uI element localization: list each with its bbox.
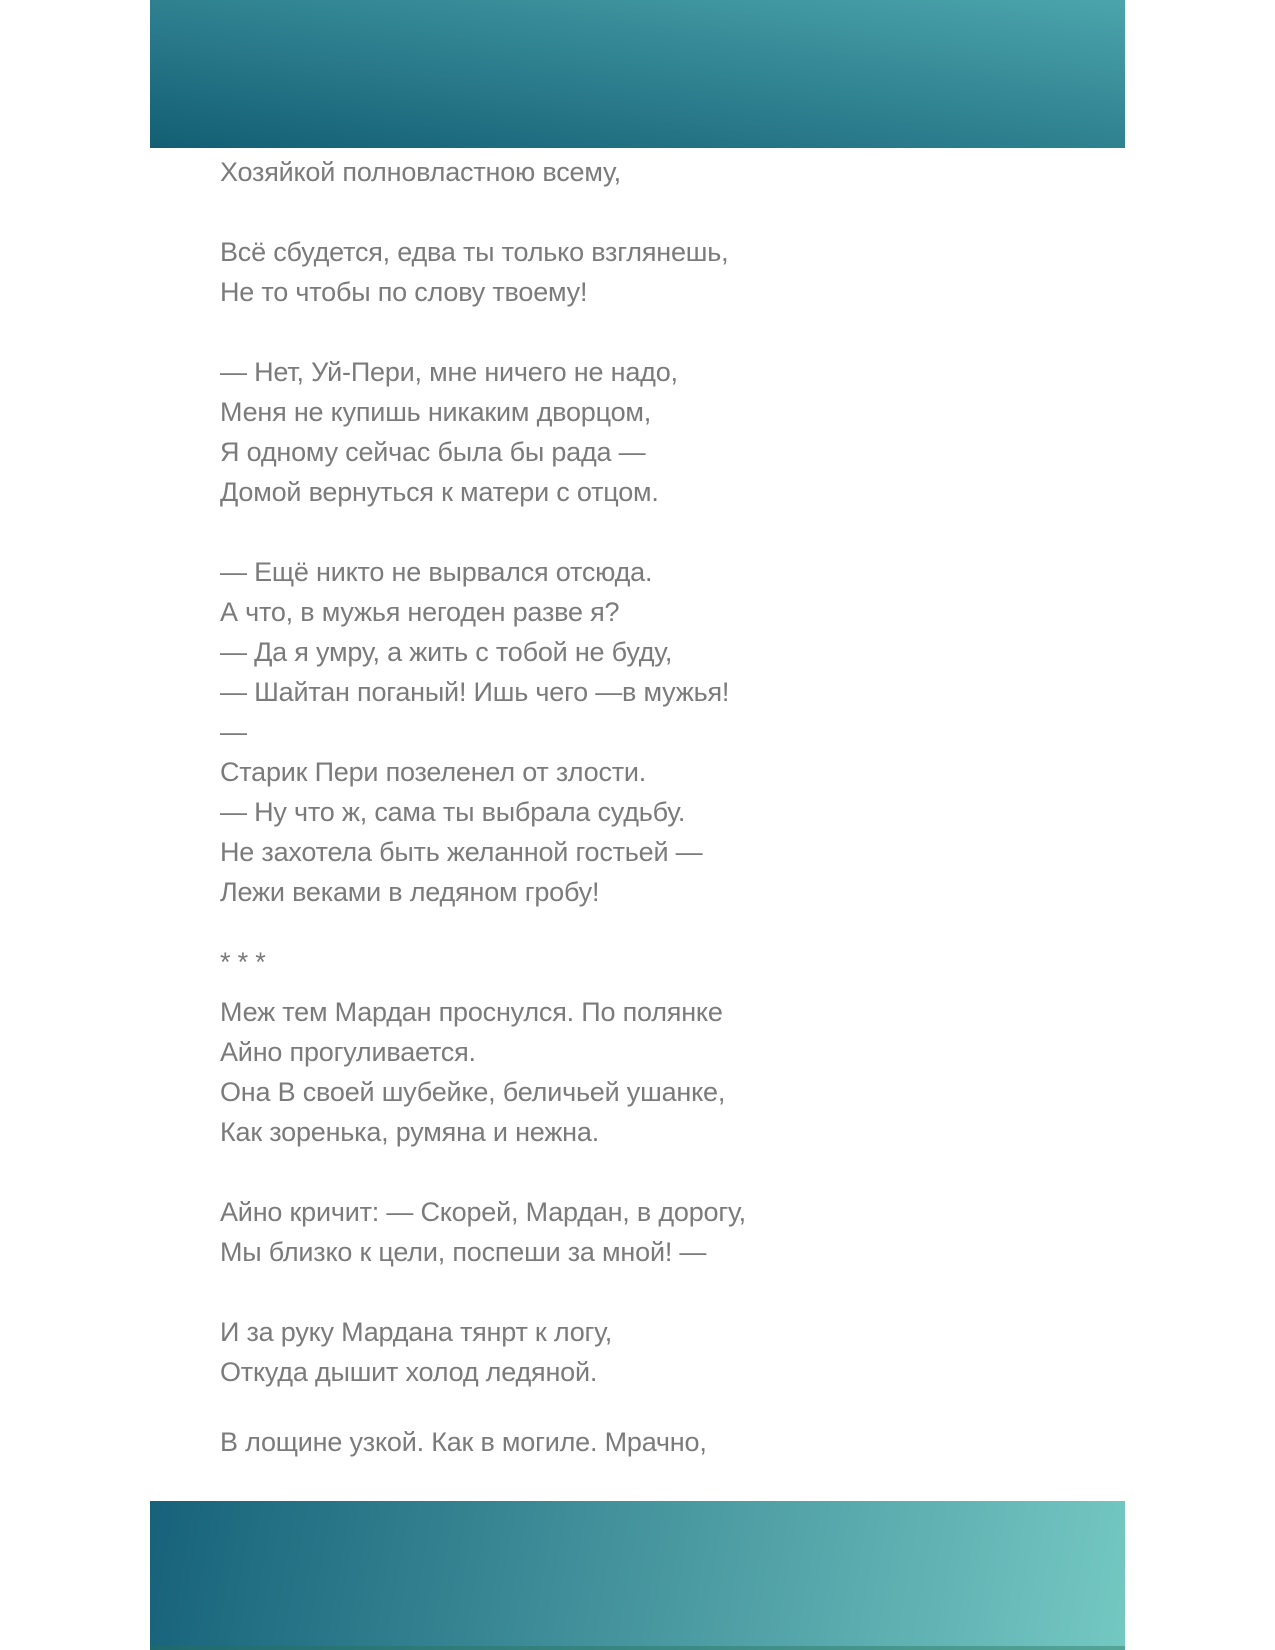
poem-line: В лощине узкой. Как в могиле. Мрачно, [220,1427,707,1457]
poem-line: Хозяйкой полновластною всему, [220,157,621,187]
header-gradient-band [150,0,1125,148]
poem-line: Я одному сейчас была бы рада — [220,437,646,467]
stanza [220,1312,980,1392]
poem-line: И за руку Мардана тянрт к логу, [220,1317,613,1347]
poem-line: — Шайтан поганый! Ишь чего —в мужья! [220,677,730,707]
stanza [220,1192,980,1272]
poem-line: Всё сбудется, едва ты только взглянешь, [220,237,729,267]
stanza [220,232,980,312]
stanza [220,552,980,912]
stanza [220,992,980,1152]
stanza [220,352,980,512]
poem-line: — Ну что ж, сама ты выбрала судьбу. [220,797,686,827]
poem-line: Лежи веками в ледяном гробу! [220,877,600,907]
poem-line: — Ещё никто не вырвался отсюда. [220,557,653,587]
stanza-separator [220,942,980,982]
poem-line: Откуда дышит холод ледяной. [220,1357,598,1387]
poem-line: — Да я умру, а жить с тобой не буду, [220,637,673,667]
poem-line: Не захотела быть желанной гостьей — [220,837,703,867]
poem-line: Айно кричит: — Скорей, Мардан, в дорогу, [220,1197,746,1227]
poem-line: Не то чтобы по слову твоему! [220,277,588,307]
poem-line: Как зоренька, румяна и нежна. [220,1117,600,1147]
footer-gradient-band [150,1501,1125,1650]
poem-line: Мы близко к цели, поспеши за мной! — [220,1237,707,1267]
poem-line: Меж тем Мардан проснулся. По полянке [220,997,723,1027]
poem-line: — [220,717,247,747]
poem-line: — Нет, Уй-Пери, мне ничего не надо, [220,357,678,387]
poem-body [220,152,980,1462]
poem-line: Старик Пери позеленел от злости. [220,757,647,787]
stanza [220,152,980,192]
poem-line: Меня не купишь никаким дворцом, [220,397,652,427]
poem-line: А что, в мужья негоден разве я? [220,597,620,627]
poem-line: Айно прогуливается. [220,1037,476,1067]
poem-line: Домой вернуться к матери с отцом. [220,477,659,507]
stanza [220,1422,980,1462]
separator-line: * * * [220,947,266,977]
poem-line: Она В своей шубейке, беличьей ушанке, [220,1077,726,1107]
